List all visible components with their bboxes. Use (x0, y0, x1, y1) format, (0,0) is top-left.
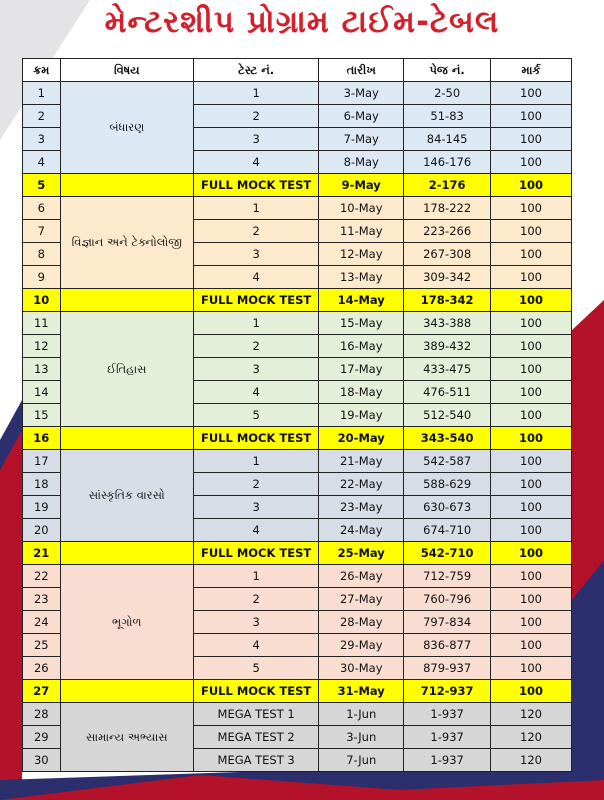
test-cell: FULL MOCK TEST (193, 680, 318, 703)
date-cell: 23-May (319, 496, 404, 519)
date-cell: 25-May (319, 542, 404, 565)
pages-cell: 836-877 (404, 634, 491, 657)
date-cell: 11-May (319, 220, 404, 243)
serial-cell: 25 (23, 634, 61, 657)
serial-cell: 19 (23, 496, 61, 519)
test-cell: 5 (193, 404, 318, 427)
serial-cell: 18 (23, 473, 61, 496)
serial-cell: 3 (23, 128, 61, 151)
pages-cell: 84-145 (404, 128, 491, 151)
test-cell: 3 (193, 128, 318, 151)
marks-cell: 100 (491, 105, 572, 128)
date-cell: 14-May (319, 289, 404, 312)
serial-cell: 20 (23, 519, 61, 542)
date-cell: 27-May (319, 588, 404, 611)
serial-cell: 26 (23, 657, 61, 680)
test-cell: FULL MOCK TEST (193, 289, 318, 312)
subject-cell-empty (60, 289, 193, 312)
marks-cell: 100 (491, 381, 572, 404)
table-row (23, 450, 572, 473)
marks-cell: 100 (491, 312, 572, 335)
date-cell: 20-May (319, 427, 404, 450)
serial-cell: 28 (23, 703, 61, 726)
pages-cell: 1-937 (404, 726, 491, 749)
date-cell: 3-Jun (319, 726, 404, 749)
page-title: મેન્ટરશીપ પ્રોગ્રામ ટાઈમ-ટેબલ (104, 4, 500, 40)
marks-cell: 100 (491, 174, 572, 197)
date-cell: 30-May (319, 657, 404, 680)
test-cell: FULL MOCK TEST (193, 174, 318, 197)
date-cell: 12-May (319, 243, 404, 266)
test-cell: 2 (193, 473, 318, 496)
marks-cell: 100 (491, 220, 572, 243)
pages-cell: 1-937 (404, 703, 491, 726)
date-cell: 7-Jun (319, 749, 404, 772)
table-row (23, 427, 572, 450)
pages-cell: 309-342 (404, 266, 491, 289)
date-cell: 21-May (319, 450, 404, 473)
serial-cell: 7 (23, 220, 61, 243)
pages-cell: 343-540 (404, 427, 491, 450)
serial-cell: 21 (23, 542, 61, 565)
table-body (23, 82, 572, 772)
test-cell: 4 (193, 519, 318, 542)
table-row (23, 82, 572, 105)
serial-cell: 1 (23, 82, 61, 105)
table-header-row (23, 59, 572, 82)
pages-cell: 146-176 (404, 151, 491, 174)
test-cell: MEGA TEST 1 (193, 703, 318, 726)
pages-cell: 51-83 (404, 105, 491, 128)
serial-cell: 11 (23, 312, 61, 335)
marks-cell: 120 (491, 749, 572, 772)
subject-cell-empty (60, 427, 193, 450)
pages-cell: 476-511 (404, 381, 491, 404)
marks-cell: 100 (491, 657, 572, 680)
table-row (23, 312, 572, 335)
test-cell: FULL MOCK TEST (193, 427, 318, 450)
timetable (22, 58, 572, 772)
marks-cell: 100 (491, 82, 572, 105)
date-cell: 3-May (319, 82, 404, 105)
table-row (23, 289, 572, 312)
marks-cell: 100 (491, 519, 572, 542)
header-serial: ક્રમ (23, 59, 61, 82)
pages-cell: 542-587 (404, 450, 491, 473)
serial-cell: 2 (23, 105, 61, 128)
date-cell: 28-May (319, 611, 404, 634)
serial-cell: 29 (23, 726, 61, 749)
date-cell: 22-May (319, 473, 404, 496)
pages-cell: 797-834 (404, 611, 491, 634)
serial-cell: 12 (23, 335, 61, 358)
pages-cell: 712-759 (404, 565, 491, 588)
date-cell: 16-May (319, 335, 404, 358)
serial-cell: 17 (23, 450, 61, 473)
marks-cell: 100 (491, 450, 572, 473)
header-marks: માર્ક (491, 59, 572, 82)
table-row (23, 703, 572, 726)
marks-cell: 100 (491, 151, 572, 174)
test-cell: 3 (193, 496, 318, 519)
test-cell: 3 (193, 611, 318, 634)
date-cell: 15-May (319, 312, 404, 335)
date-cell: 26-May (319, 565, 404, 588)
serial-cell: 14 (23, 381, 61, 404)
date-cell: 31-May (319, 680, 404, 703)
header-date: તારીખ (319, 59, 404, 82)
subject-cell: સાંસ્કૃતિક વારસો (60, 450, 193, 542)
subject-cell: ભૂગોળ (60, 565, 193, 680)
pages-cell: 674-710 (404, 519, 491, 542)
test-cell: 2 (193, 335, 318, 358)
table-row (23, 542, 572, 565)
marks-cell: 100 (491, 404, 572, 427)
test-cell: MEGA TEST 3 (193, 749, 318, 772)
test-cell: 4 (193, 151, 318, 174)
marks-cell: 100 (491, 243, 572, 266)
date-cell: 10-May (319, 197, 404, 220)
serial-cell: 23 (23, 588, 61, 611)
test-cell: 1 (193, 450, 318, 473)
marks-cell: 100 (491, 266, 572, 289)
serial-cell: 30 (23, 749, 61, 772)
test-cell: 1 (193, 82, 318, 105)
serial-cell: 22 (23, 565, 61, 588)
header-test-no: ટેસ્ટ નં. (193, 59, 318, 82)
date-cell: 7-May (319, 128, 404, 151)
pages-cell: 223-266 (404, 220, 491, 243)
marks-cell: 100 (491, 565, 572, 588)
serial-cell: 4 (23, 151, 61, 174)
test-cell: 4 (193, 634, 318, 657)
marks-cell: 100 (491, 427, 572, 450)
serial-cell: 24 (23, 611, 61, 634)
marks-cell: 100 (491, 128, 572, 151)
pages-cell: 512-540 (404, 404, 491, 427)
test-cell: 2 (193, 105, 318, 128)
marks-cell: 100 (491, 611, 572, 634)
pages-cell: 267-308 (404, 243, 491, 266)
subject-cell: વિજ્ઞાન અને ટેક્નોલોજી (60, 197, 193, 289)
marks-cell: 100 (491, 542, 572, 565)
date-cell: 29-May (319, 634, 404, 657)
date-cell: 9-May (319, 174, 404, 197)
date-cell: 17-May (319, 358, 404, 381)
serial-cell: 10 (23, 289, 61, 312)
header-pages: પેજ નં. (404, 59, 491, 82)
subject-cell-empty (60, 542, 193, 565)
marks-cell: 100 (491, 496, 572, 519)
test-cell: 3 (193, 243, 318, 266)
table-row (23, 197, 572, 220)
serial-cell: 5 (23, 174, 61, 197)
date-cell: 18-May (319, 381, 404, 404)
date-cell: 6-May (319, 105, 404, 128)
date-cell: 8-May (319, 151, 404, 174)
table-row (23, 174, 572, 197)
serial-cell: 9 (23, 266, 61, 289)
pages-cell: 2-176 (404, 174, 491, 197)
test-cell: 1 (193, 312, 318, 335)
test-cell: MEGA TEST 2 (193, 726, 318, 749)
marks-cell: 120 (491, 726, 572, 749)
subject-cell: ઈતિહાસ (60, 312, 193, 427)
marks-cell: 100 (491, 634, 572, 657)
pages-cell: 1-937 (404, 749, 491, 772)
marks-cell: 100 (491, 358, 572, 381)
pages-cell: 760-796 (404, 588, 491, 611)
test-cell: 2 (193, 220, 318, 243)
marks-cell: 100 (491, 473, 572, 496)
test-cell: FULL MOCK TEST (193, 542, 318, 565)
pages-cell: 178-342 (404, 289, 491, 312)
pages-cell: 879-937 (404, 657, 491, 680)
serial-cell: 13 (23, 358, 61, 381)
date-cell: 1-Jun (319, 703, 404, 726)
test-cell: 2 (193, 588, 318, 611)
table-row (23, 680, 572, 703)
pages-cell: 542-710 (404, 542, 491, 565)
serial-cell: 27 (23, 680, 61, 703)
test-cell: 1 (193, 197, 318, 220)
marks-cell: 100 (491, 335, 572, 358)
subject-cell: બંધારણ (60, 82, 193, 174)
pages-cell: 630-673 (404, 496, 491, 519)
subject-cell-empty (60, 174, 193, 197)
pages-cell: 588-629 (404, 473, 491, 496)
pages-cell: 2-50 (404, 82, 491, 105)
header-subject: વિષય (60, 59, 193, 82)
date-cell: 13-May (319, 266, 404, 289)
serial-cell: 8 (23, 243, 61, 266)
marks-cell: 100 (491, 197, 572, 220)
marks-cell: 100 (491, 289, 572, 312)
test-cell: 4 (193, 381, 318, 404)
marks-cell: 100 (491, 588, 572, 611)
pages-cell: 178-222 (404, 197, 491, 220)
pages-cell: 343-388 (404, 312, 491, 335)
marks-cell: 100 (491, 680, 572, 703)
serial-cell: 6 (23, 197, 61, 220)
pages-cell: 433-475 (404, 358, 491, 381)
subject-cell-empty (60, 680, 193, 703)
table-row (23, 565, 572, 588)
subject-cell: સામાન્ય અભ્યાસ (60, 703, 193, 772)
pages-cell: 712-937 (404, 680, 491, 703)
test-cell: 1 (193, 565, 318, 588)
marks-cell: 120 (491, 703, 572, 726)
serial-cell: 16 (23, 427, 61, 450)
date-cell: 19-May (319, 404, 404, 427)
date-cell: 24-May (319, 519, 404, 542)
pages-cell: 389-432 (404, 335, 491, 358)
test-cell: 5 (193, 657, 318, 680)
test-cell: 3 (193, 358, 318, 381)
test-cell: 4 (193, 266, 318, 289)
serial-cell: 15 (23, 404, 61, 427)
